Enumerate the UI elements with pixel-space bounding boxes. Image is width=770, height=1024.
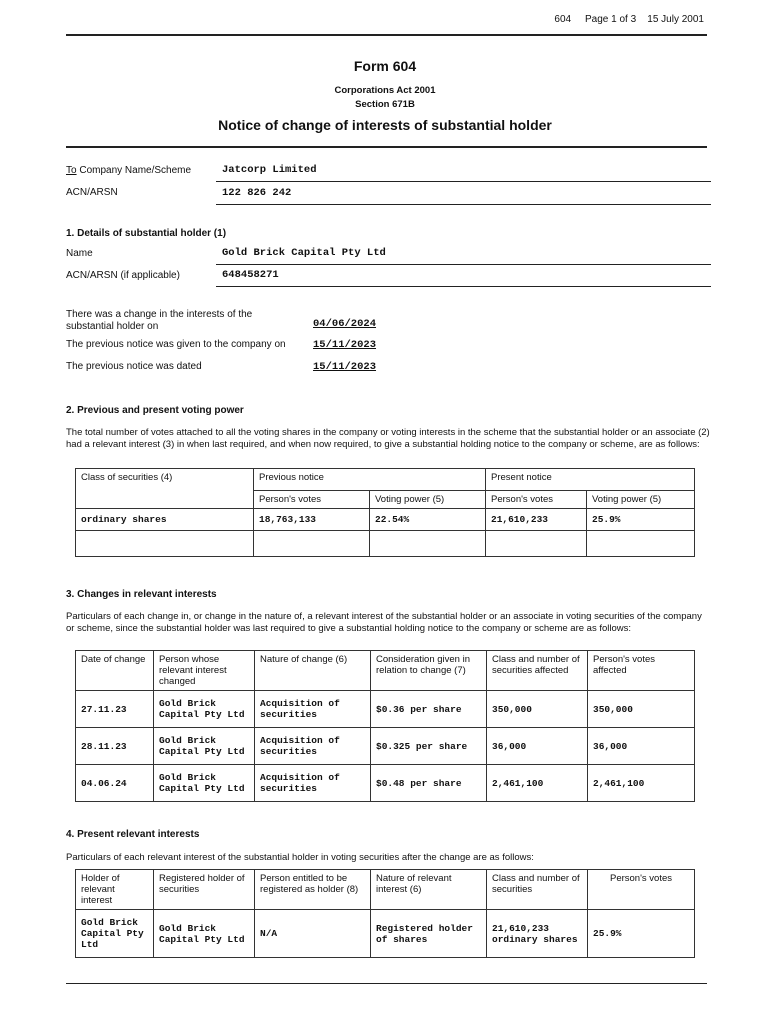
section2-text: The total number of votes attached to all the voting shares in the company or voting interests in the scheme that the substantial holder or an associate (2) had a relevant interest (3) in when last required, and when now required, to give a substantial holding notice to the company or scheme, are as follows:: [66, 427, 710, 450]
act-title: Corporations Act 2001: [334, 85, 436, 96]
changes-header-class: Class and number of securities affected: [487, 651, 588, 691]
company-name-label: [66, 165, 191, 176]
pres-votes-cell: 21,610,233: [486, 509, 587, 531]
class-cell: ordinary shares: [76, 509, 254, 531]
table-row: [76, 728, 695, 765]
holder-acn-rule: [216, 286, 711, 287]
changes-header-votes: Person's votes affected: [588, 651, 695, 691]
present-interests-table: [75, 869, 695, 958]
change-person: Gold Brick Capital Pty Ltd: [154, 691, 255, 728]
title-rule: [66, 146, 707, 148]
present-header-holder: Holder of relevant interest: [76, 870, 154, 910]
pres-power-cell: 25.9%: [587, 509, 695, 531]
change-consideration: $0.36 per share: [371, 691, 487, 728]
prev-votes-cell: 18,763,133: [254, 509, 370, 531]
present-header-nature: Nature of relevant interest (6): [371, 870, 487, 910]
changes-table: [75, 650, 695, 802]
present-nature: Registered holder of shares: [371, 910, 487, 958]
changes-header-consideration: Consideration given in relation to change (7): [371, 651, 487, 691]
change-date-label: There was a change in the interests of the substantial holder on: [66, 309, 253, 332]
present-entitled: N/A: [255, 910, 371, 958]
change-class: 36,000: [487, 728, 588, 765]
change-votes: 2,461,100: [588, 765, 695, 802]
present-header-entitled: Person entitled to be registered as holder (8): [255, 870, 371, 910]
col-previous-header: Previous notice: [254, 469, 486, 491]
holder-acn-label: ACN/ARSN (if applicable): [66, 270, 180, 281]
table-row-empty: [76, 531, 695, 557]
header-date: 15 July 2001: [647, 14, 704, 25]
changes-header-date: Date of change: [76, 651, 154, 691]
company-acn-rule: [216, 204, 711, 205]
company-acn-value: 122 826 242: [222, 187, 292, 199]
section4-text: Particulars of each relevant interest of the substantial holder in voting securities after the change are as follows:: [66, 852, 534, 863]
col-pres-power-header: Voting power (5): [587, 491, 695, 509]
change-nature: Acquisition of securities: [255, 691, 371, 728]
change-consideration: $0.48 per share: [371, 765, 487, 802]
present-registered: Gold Brick Capital Pty Ltd: [154, 910, 255, 958]
col-present-header: Present notice: [486, 469, 695, 491]
change-votes: 36,000: [588, 728, 695, 765]
section-title: Section 671B: [355, 99, 415, 110]
col-prev-votes-header: Person's votes: [254, 491, 370, 509]
holder-name-rule: [216, 264, 711, 265]
holder-name-value: Gold Brick Capital Pty Ltd: [222, 247, 386, 259]
table-row: [76, 910, 695, 958]
changes-header-person: Person whose relevant interest changed: [154, 651, 255, 691]
change-nature: Acquisition of securities: [255, 728, 371, 765]
present-header-registered: Registered holder of securities: [154, 870, 255, 910]
change-date: 27.11.23: [76, 691, 154, 728]
change-date: 28.11.23: [76, 728, 154, 765]
company-acn-label: ACN/ARSN: [66, 187, 118, 198]
prev-given-value: 15/11/2023: [313, 339, 377, 351]
changes-header-nature: Nature of change (6): [255, 651, 371, 691]
present-holder: Gold Brick Capital Pty Ltd: [76, 910, 154, 958]
table-row: [76, 509, 695, 531]
change-person: Gold Brick Capital Pty Ltd: [154, 765, 255, 802]
present-header-votes: Person's votes: [588, 870, 695, 910]
to-label: To: [66, 165, 77, 176]
col-class-header: Class of securities (4): [76, 469, 254, 509]
section3-text: Particulars of each change in, or change in the nature of, a relevant interest of the substantial holder or an associate in voting securities of the company or scheme, since the substantial holder was last required to give a substantial holding notice to the company or scheme are as follows:: [66, 611, 702, 634]
change-person: Gold Brick Capital Pty Ltd: [154, 728, 255, 765]
company-label-text: Company Name/Scheme: [79, 165, 192, 176]
change-date: 04.06.24: [76, 765, 154, 802]
prev-dated-value: 15/11/2023: [313, 361, 377, 373]
form-code: 604: [554, 14, 572, 25]
change-consideration: $0.325 per share: [371, 728, 487, 765]
notice-title: Notice of change of interests of substantial holder: [218, 117, 552, 133]
company-name-value: Jatcorp Limited: [222, 164, 317, 176]
col-prev-power-header: Voting power (5): [370, 491, 486, 509]
present-header-class: Class and number of securities: [487, 870, 588, 910]
section3-heading: 3. Changes in relevant interests: [66, 589, 217, 600]
form-title: Form 604: [353, 58, 417, 74]
change-class: 2,461,100: [487, 765, 588, 802]
section2-heading: 2. Previous and present voting power: [66, 405, 244, 416]
prev-dated-label: The previous notice was dated: [66, 361, 202, 372]
top-rule: [66, 34, 707, 36]
prev-given-label: The previous notice was given to the company on: [66, 339, 286, 350]
page-number: Page 1 of 3: [585, 14, 637, 25]
change-date-value: 04/06/2024: [313, 318, 377, 330]
section4-heading: 4. Present relevant interests: [66, 829, 200, 840]
bottom-rule: [66, 983, 707, 984]
page-header: [554, 14, 704, 25]
voting-power-table: [75, 468, 695, 557]
change-class: 350,000: [487, 691, 588, 728]
prev-power-cell: 22.54%: [370, 509, 486, 531]
present-votes: 25.9%: [588, 910, 695, 958]
holder-acn-value: 648458271: [222, 269, 279, 281]
table-row: [76, 691, 695, 728]
change-nature: Acquisition of securities: [255, 765, 371, 802]
col-pres-votes-header: Person's votes: [486, 491, 587, 509]
company-name-rule: [216, 181, 711, 182]
table-row: [76, 765, 695, 802]
holder-name-label: Name: [66, 248, 93, 259]
present-class: 21,610,233 ordinary shares: [487, 910, 588, 958]
section1-heading: 1. Details of substantial holder (1): [66, 228, 227, 239]
change-votes: 350,000: [588, 691, 695, 728]
